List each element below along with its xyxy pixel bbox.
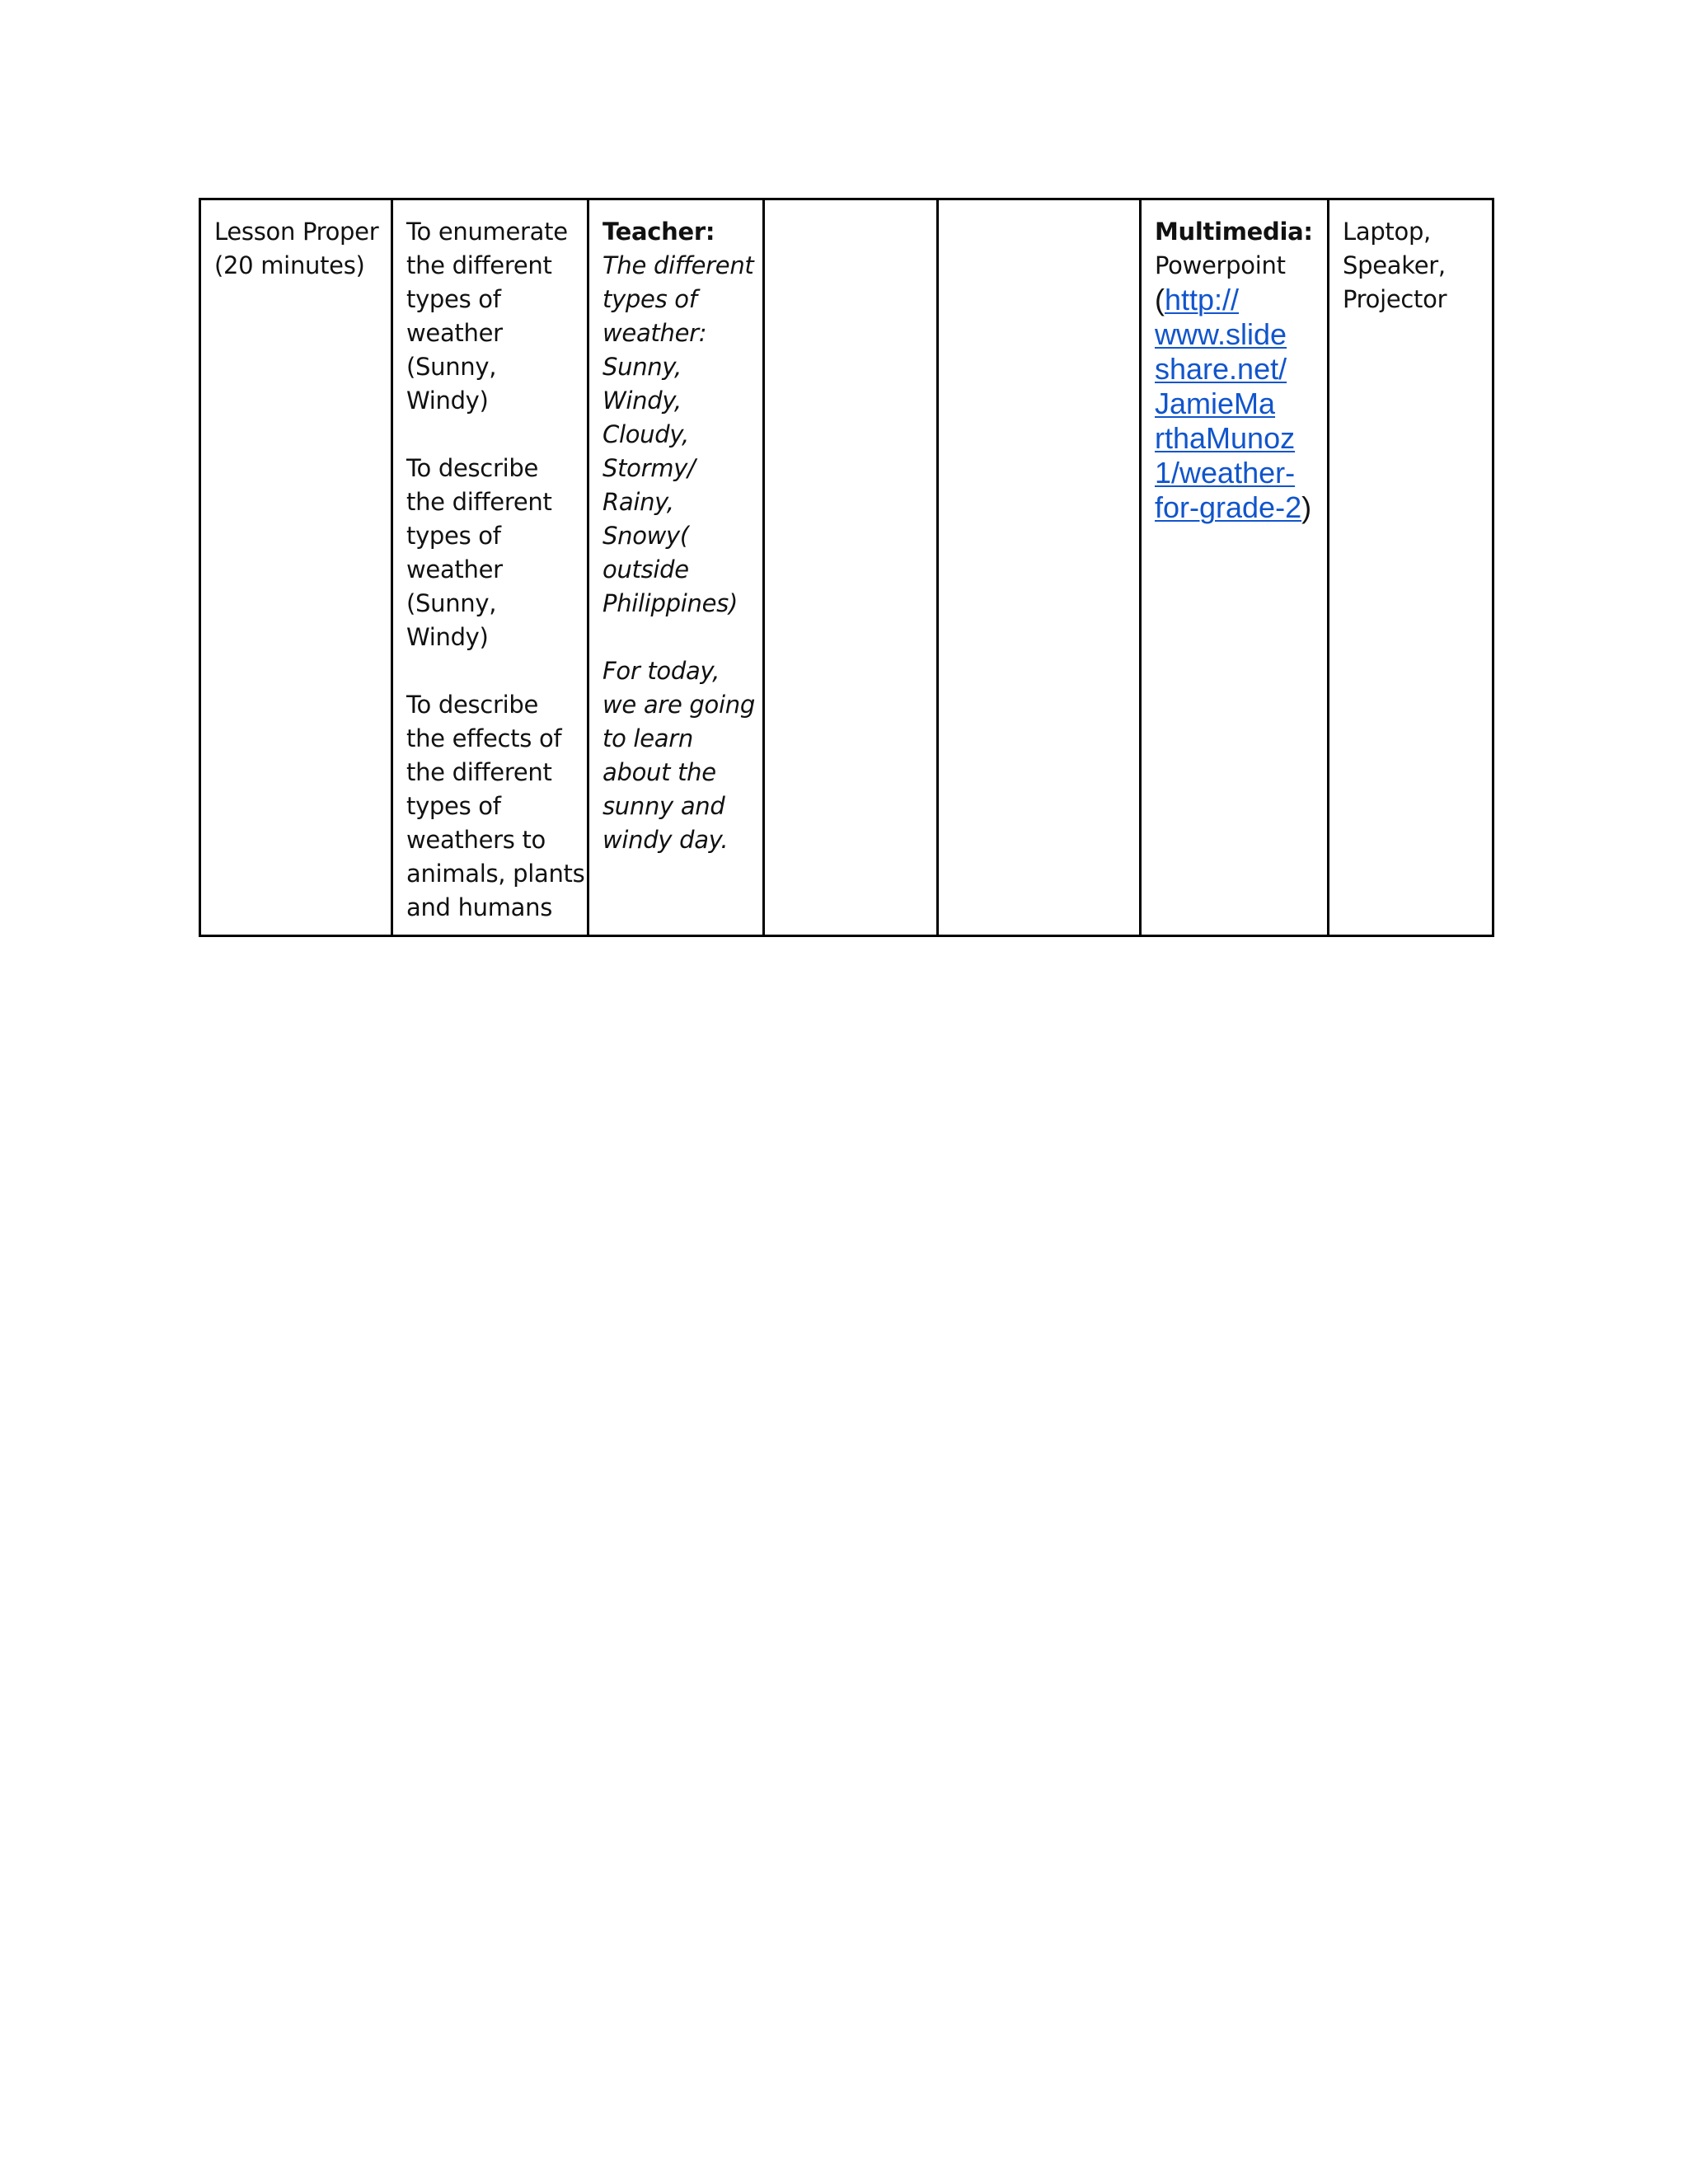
material-item: Speaker, bbox=[1343, 251, 1446, 279]
teacher-line: For today, bbox=[603, 657, 720, 685]
teacher-line: Windy, bbox=[603, 387, 682, 415]
objective-line: the different bbox=[406, 251, 552, 279]
teacher-line: sunny and bbox=[603, 792, 725, 820]
objective-line: types of bbox=[406, 792, 501, 820]
empty-cell-5 bbox=[938, 199, 1141, 936]
open-paren: ( bbox=[1155, 283, 1165, 316]
teacher-line: Rainy, bbox=[603, 488, 674, 516]
teacher-line: outside bbox=[603, 555, 689, 583]
teacher-line: Cloudy, bbox=[603, 420, 689, 448]
slideshare-link[interactable]: for-grade-2 bbox=[1155, 490, 1302, 524]
teacher-line: Philippines) bbox=[603, 589, 738, 617]
objective-line: types of bbox=[406, 522, 501, 550]
objective-line: animals, plants bbox=[406, 860, 585, 888]
slideshare-link-line bbox=[1155, 456, 1315, 490]
slideshare-link-line bbox=[1155, 421, 1315, 456]
objective-line: and humans bbox=[406, 893, 553, 921]
empty-cell-4 bbox=[764, 199, 938, 936]
teacher-line: Snowy( bbox=[603, 522, 689, 550]
slideshare-link[interactable]: http:// bbox=[1165, 283, 1240, 316]
materials-cell bbox=[1329, 199, 1493, 936]
objective-line: weather bbox=[406, 319, 503, 347]
objective-line: Windy) bbox=[406, 623, 489, 651]
objective-line: the effects of bbox=[406, 724, 562, 752]
objective-line: the different bbox=[406, 758, 552, 786]
teacher-line: about the bbox=[603, 758, 716, 786]
objective-line: To describe bbox=[406, 691, 538, 719]
teacher-line: types of bbox=[603, 285, 697, 313]
material-item: Laptop, bbox=[1343, 218, 1431, 246]
media-cell bbox=[1141, 199, 1329, 936]
slideshare-link[interactable]: JamieMa bbox=[1155, 387, 1276, 420]
objective-line: the different bbox=[406, 488, 552, 516]
objective-line: (Sunny, bbox=[406, 589, 497, 617]
media-type: Powerpoint bbox=[1155, 251, 1286, 279]
paragraph-gap bbox=[406, 654, 575, 688]
teacher-line: to learn bbox=[603, 724, 693, 752]
teacher-line: Stormy/ bbox=[603, 454, 696, 482]
teacher-line: we are going bbox=[603, 691, 755, 719]
objective-line: To describe bbox=[406, 454, 538, 482]
teacher-line: The different bbox=[603, 251, 754, 279]
phase-text: Lesson Proper bbox=[214, 218, 379, 246]
table-row bbox=[200, 199, 1493, 936]
slideshare-link-line bbox=[1155, 387, 1315, 421]
lesson-plan-table bbox=[199, 198, 1494, 937]
slideshare-link-line bbox=[1155, 490, 1315, 525]
objective-line: Windy) bbox=[406, 387, 489, 415]
objective-line: weather bbox=[406, 555, 503, 583]
objectives-cell bbox=[392, 199, 588, 936]
teacher-line: Sunny, bbox=[603, 353, 682, 381]
teacher-line: weather: bbox=[603, 319, 707, 347]
slideshare-link-line bbox=[1155, 352, 1315, 387]
objective-line: To enumerate bbox=[406, 218, 568, 246]
paragraph-gap bbox=[406, 418, 575, 452]
phase-cell bbox=[200, 199, 392, 936]
material-item: Projector bbox=[1343, 285, 1447, 313]
teacher-label: Teacher: bbox=[603, 218, 715, 246]
objective-line: (Sunny, bbox=[406, 353, 497, 381]
slideshare-link-line bbox=[1155, 317, 1315, 352]
slideshare-link[interactable]: www.slide bbox=[1155, 317, 1287, 351]
media-label: Multimedia: bbox=[1155, 218, 1313, 246]
teacher-line: windy day. bbox=[603, 826, 729, 854]
paragraph-gap bbox=[603, 621, 751, 654]
teacher-cell bbox=[588, 199, 764, 936]
objective-line: weathers to bbox=[406, 826, 546, 854]
slideshare-link[interactable]: share.net/ bbox=[1155, 352, 1287, 386]
objective-line: types of bbox=[406, 285, 501, 313]
phase-duration: (20 minutes) bbox=[214, 251, 365, 279]
slideshare-link[interactable]: 1/weather- bbox=[1155, 456, 1296, 490]
slideshare-link-line bbox=[1155, 283, 1315, 317]
slideshare-link[interactable]: rthaMunoz bbox=[1155, 421, 1296, 455]
close-paren: ) bbox=[1301, 490, 1312, 524]
